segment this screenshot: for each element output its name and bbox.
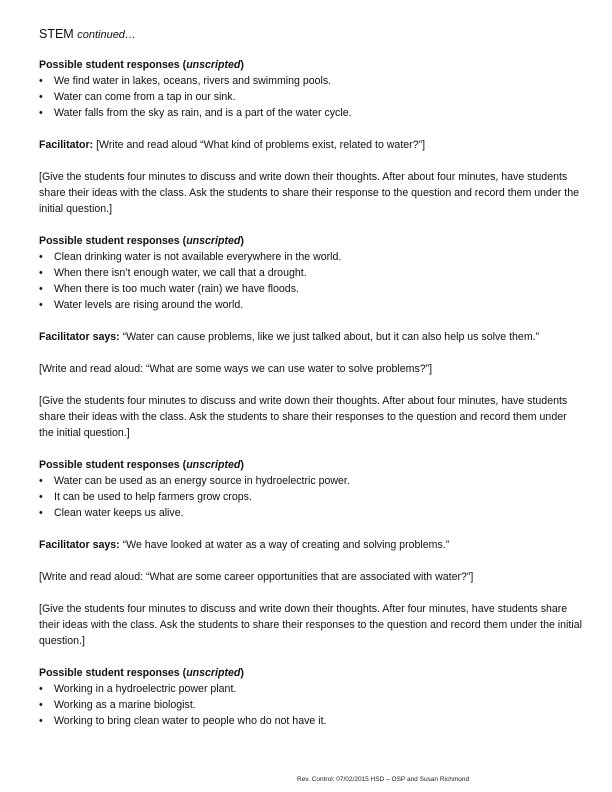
list-item: • Water falls from the sky as rain, and is a part of the water cycle. [39,107,352,119]
list-item: • When there isn’t enough water, we call that a drought. [39,267,307,279]
heading-subtitle: continued… [77,29,136,41]
bullet-icon: • [39,107,43,119]
responses-block-2 [39,233,584,313]
responses-block-1 [39,57,584,121]
document-body [39,57,584,729]
list-item: • We find water in lakes, oceans, rivers and swimming pools. [39,75,332,87]
responses-list [39,249,584,313]
speaker-label: Facilitator says: [39,539,120,551]
bullet-icon: • [39,475,43,487]
responses-label: Possible student responses (unscripted) [39,667,244,679]
list-item: • Clean drinking water is not available everywhere in the world. [39,251,342,263]
responses-list [39,681,584,729]
list-item: • Water levels are rising around the world. [39,299,244,311]
facilitator-text: “We have looked at water as a way of creating and solving problems.” [119,539,450,551]
responses-label: Possible student responses (unscripted) [39,459,244,471]
instruction-paragraph: [Give the students four minutes to discuss and write down their thoughts. After about four minutes, have students share their ideas with the class. Ask the students to share their responses to the question and record them under the initial question.] [39,395,568,439]
facilitator-line-2 [39,329,584,345]
bullet-icon: • [39,299,43,311]
responses-label: Possible student responses (unscripted) [39,59,244,71]
bullet-icon: • [39,91,43,103]
facilitator-line-3 [39,537,584,553]
list-item: • It can be used to help farmers grow crops. [39,491,252,503]
facilitator-text: [Write and read aloud “What kind of problems exist, related to water?”] [93,139,426,151]
list-item: • Water can come from a tap in our sink. [39,91,236,103]
speaker-label: Facilitator: [39,139,94,151]
bullet-icon: • [39,507,43,519]
bullet-icon: • [39,683,43,695]
responses-list [39,73,584,121]
bullet-icon: • [39,699,43,711]
responses-label: Possible student responses (unscripted) [39,235,244,247]
heading-title: STEM [39,27,74,41]
list-item: • Working as a marine biologist. [39,699,196,711]
list-item: • Working in a hydroelectric power plant. [39,683,237,695]
bullet-icon: • [39,283,43,295]
facilitator-text: “Water can cause problems, like we just talked about, but it can also help us solve them.” [119,331,540,343]
instruction-paragraph: [Give the students four minutes to discuss and write down their thoughts. After four minutes, have students share their ideas with the class. Ask the students to share their responses to the question and record them under the initial question.] [39,603,582,647]
list-item: • Working to bring clean water to people who do not have it. [39,715,327,727]
bullet-icon: • [39,491,43,503]
instruction-paragraph: [Give the students four minutes to discuss and write down their thoughts. After about four minutes, have students share their ideas with the class. Ask the students to share their response to the question and record them under the initial question.] [39,171,580,215]
bullet-icon: • [39,251,43,263]
list-item: • Clean water keeps us alive. [39,507,184,519]
instruction-paragraph: [Write and read aloud: “What are some ways we can use water to solve problems?”] [39,363,433,375]
bullet-icon: • [39,267,43,279]
page-footer: Rev. Control: 07/02/2015 HSD – OSP and Susan Richmond [297,776,470,783]
facilitator-line-1 [39,137,584,153]
bullet-icon: • [39,75,43,87]
responses-block-3 [39,457,584,521]
bullet-icon: • [39,715,43,727]
speaker-label: Facilitator says: [39,331,120,343]
instruction-paragraph: [Write and read aloud: “What are some career opportunities that are associated with water?”] [39,571,474,583]
responses-list [39,473,584,521]
page-heading [39,27,136,41]
responses-block-4 [39,665,584,729]
list-item: • Water can be used as an energy source in hydroelectric power. [39,475,350,487]
list-item: • When there is too much water (rain) we have floods. [39,283,299,295]
